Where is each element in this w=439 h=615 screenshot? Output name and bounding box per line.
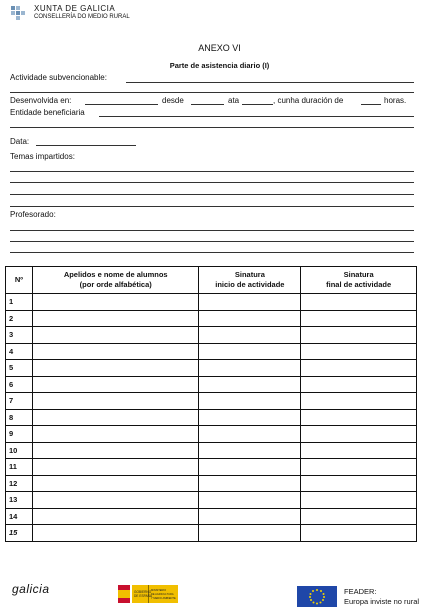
table-header-row — [6, 267, 417, 294]
sig-start-cell[interactable] — [199, 442, 301, 459]
sig-start-cell[interactable] — [199, 475, 301, 492]
entity-line-2[interactable] — [10, 127, 414, 128]
sig-end-cell[interactable] — [301, 294, 417, 311]
sig-start-cell[interactable] — [199, 376, 301, 393]
topics-line[interactable] — [10, 194, 414, 195]
entity-line[interactable] — [99, 116, 414, 117]
header-number: Nº — [6, 267, 33, 294]
xunta-logo-icon — [10, 4, 32, 22]
sig-start-cell[interactable] — [199, 360, 301, 377]
feader-line2: Europa inviste no rural — [344, 597, 420, 606]
row-number: 2 — [6, 310, 33, 327]
row-number: 9 — [6, 426, 33, 443]
sig-start-cell[interactable] — [199, 492, 301, 509]
attendance-table — [5, 266, 417, 542]
sig-start-cell[interactable] — [199, 310, 301, 327]
table-row — [6, 442, 417, 459]
table-row — [6, 508, 417, 525]
sig-end-cell[interactable] — [301, 327, 417, 344]
teachers-label: Profesorado: — [10, 210, 56, 219]
name-cell[interactable] — [32, 459, 199, 476]
header-sig-end-line2: final de actividade — [326, 280, 392, 289]
name-cell[interactable] — [32, 442, 199, 459]
sig-start-cell[interactable] — [199, 459, 301, 476]
topics-label: Temas impartidos: — [10, 152, 75, 161]
header-sig-start — [199, 267, 301, 294]
table-row — [6, 360, 417, 377]
date-label: Data: — [10, 137, 30, 146]
activity-label: Actividade subvencionable: — [10, 73, 107, 82]
sig-end-cell[interactable] — [301, 409, 417, 426]
header-names — [32, 267, 199, 294]
feader-text — [344, 587, 419, 607]
name-cell[interactable] — [32, 475, 199, 492]
svg-text:Y MEDIO AMBIENTE: Y MEDIO AMBIENTE — [151, 597, 176, 600]
sig-end-cell[interactable] — [301, 508, 417, 525]
name-cell[interactable] — [32, 393, 199, 410]
to-line[interactable] — [242, 104, 273, 105]
sig-end-cell[interactable] — [301, 442, 417, 459]
sig-end-cell[interactable] — [301, 426, 417, 443]
topics-line[interactable] — [10, 171, 414, 172]
row-number: 13 — [6, 492, 33, 509]
sig-start-cell[interactable] — [199, 508, 301, 525]
svg-text:DE AGRICULTURA: DE AGRICULTURA — [151, 593, 174, 596]
header-names-line2: (por orde alfabética) — [79, 280, 152, 289]
sig-end-cell[interactable] — [301, 393, 417, 410]
header-sig-start-line2: inicio de actividade — [215, 280, 285, 289]
eu-flag-icon — [297, 586, 337, 607]
row-number: 5 — [6, 360, 33, 377]
sig-end-cell[interactable] — [301, 459, 417, 476]
hours-label: horas. — [384, 96, 407, 105]
sig-start-cell[interactable] — [199, 525, 301, 542]
duration-label: , cunha duración de — [273, 96, 344, 105]
developed-label: Desenvolvida en: — [10, 96, 72, 105]
table-row — [6, 376, 417, 393]
row-number: 15 — [6, 525, 33, 542]
sig-end-cell[interactable] — [301, 475, 417, 492]
row-number: 4 — [6, 343, 33, 360]
org-department: CONSELLERÍA DO MEDIO RURAL — [34, 14, 130, 20]
name-cell[interactable] — [32, 360, 199, 377]
svg-text:GOBIERNO: GOBIERNO — [134, 590, 152, 594]
row-number: 1 — [6, 294, 33, 311]
from-label: desde — [162, 96, 184, 105]
sig-start-cell[interactable] — [199, 426, 301, 443]
sig-end-cell[interactable] — [301, 310, 417, 327]
document-title: ANEXO VI — [198, 43, 241, 53]
duration-line[interactable] — [361, 104, 381, 105]
name-cell[interactable] — [32, 426, 199, 443]
sig-start-cell[interactable] — [199, 393, 301, 410]
table-row — [6, 343, 417, 360]
sig-end-cell[interactable] — [301, 492, 417, 509]
activity-line[interactable] — [126, 82, 414, 83]
row-number: 10 — [6, 442, 33, 459]
feader-line1: FEADER: — [344, 587, 377, 596]
row-number: 8 — [6, 409, 33, 426]
teachers-line[interactable] — [10, 230, 414, 231]
header-sig-end-line1: Sinatura — [343, 270, 374, 279]
name-cell[interactable] — [32, 310, 199, 327]
table-row — [6, 459, 417, 476]
header-names-line1: Apelidos e nome de alumnos — [63, 270, 168, 279]
row-number: 14 — [6, 508, 33, 525]
table-row — [6, 525, 417, 542]
table-row — [6, 310, 417, 327]
header-sig-start-line1: Sinatura — [234, 270, 265, 279]
org-name: XUNTA DE GALICIA — [34, 4, 116, 13]
table-row — [6, 294, 417, 311]
table-row — [6, 426, 417, 443]
sig-start-cell[interactable] — [199, 343, 301, 360]
name-cell[interactable] — [32, 294, 199, 311]
row-number: 3 — [6, 327, 33, 344]
svg-text:DE ESPAÑA: DE ESPAÑA — [134, 594, 153, 598]
name-cell[interactable] — [32, 525, 199, 542]
entity-label: Entidade beneficiaria — [10, 108, 85, 117]
sig-end-cell[interactable] — [301, 360, 417, 377]
topics-line[interactable] — [10, 206, 414, 207]
developed-line[interactable] — [85, 104, 158, 105]
table-row — [6, 492, 417, 509]
name-cell[interactable] — [32, 508, 199, 525]
header-sig-end — [301, 267, 417, 294]
row-number: 12 — [6, 475, 33, 492]
teachers-line[interactable] — [10, 241, 414, 242]
sig-end-cell[interactable] — [301, 525, 417, 542]
ministry-logo-icon — [118, 583, 178, 605]
sig-start-cell[interactable] — [199, 409, 301, 426]
name-cell[interactable] — [32, 492, 199, 509]
date-line[interactable] — [36, 145, 136, 146]
sig-start-cell[interactable] — [199, 294, 301, 311]
name-cell[interactable] — [32, 327, 199, 344]
org-header — [34, 4, 130, 22]
to-label: ata — [228, 96, 240, 105]
row-number: 6 — [6, 376, 33, 393]
table-row — [6, 475, 417, 492]
row-number: 11 — [6, 459, 33, 476]
activity-line-2[interactable] — [10, 92, 414, 93]
svg-text:MINISTERIO: MINISTERIO — [151, 589, 167, 592]
table-row — [6, 409, 417, 426]
sig-end-cell[interactable] — [301, 343, 417, 360]
sig-start-cell[interactable] — [199, 327, 301, 344]
row-number: 7 — [6, 393, 33, 410]
sig-end-cell[interactable] — [301, 376, 417, 393]
galicia-logo: galicia — [12, 582, 50, 596]
teachers-line[interactable] — [10, 252, 414, 253]
from-line[interactable] — [191, 104, 224, 105]
name-cell[interactable] — [32, 343, 199, 360]
table-row — [6, 327, 417, 344]
table-row — [6, 393, 417, 410]
name-cell[interactable] — [32, 409, 199, 426]
topics-line[interactable] — [10, 182, 414, 183]
name-cell[interactable] — [32, 376, 199, 393]
document-subtitle: Parte de asistencia diario (I) — [169, 61, 270, 70]
